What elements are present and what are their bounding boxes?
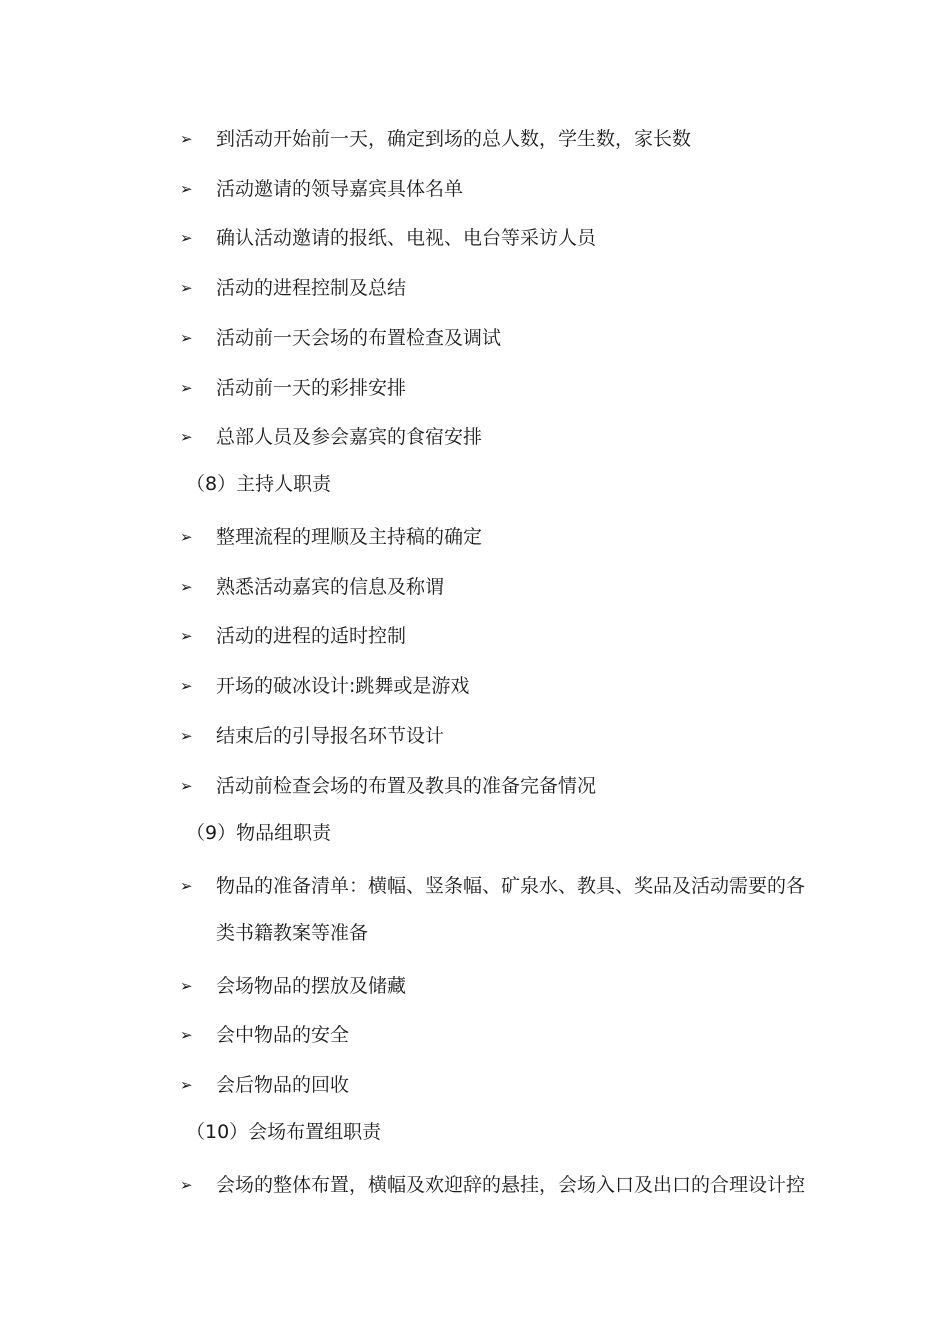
list-item-text: 整理流程的理顺及主持稿的确定 bbox=[216, 526, 483, 548]
list-item-text: 会中物品的安全 bbox=[216, 1024, 350, 1046]
list-item bbox=[180, 1072, 820, 1098]
list-item-text: 结束后的引导报名环节设计 bbox=[216, 725, 445, 747]
arrow-bullet-icon: ➢ bbox=[180, 777, 193, 795]
arrow-bullet-icon: ➢ bbox=[180, 727, 193, 745]
arrow-bullet-icon: ➢ bbox=[180, 1076, 193, 1094]
list-item-text: 会后物品的回收 bbox=[216, 1074, 350, 1096]
list-item bbox=[180, 375, 820, 401]
arrow-bullet-icon: ➢ bbox=[180, 329, 193, 347]
list-item bbox=[180, 623, 820, 649]
list-item bbox=[180, 773, 820, 799]
list-item bbox=[180, 176, 820, 202]
list-item bbox=[180, 225, 820, 251]
list-item bbox=[180, 1022, 820, 1048]
section-heading: （8）主持人职责 bbox=[186, 473, 332, 495]
list-item bbox=[180, 524, 820, 550]
arrow-bullet-icon: ➢ bbox=[180, 977, 193, 995]
list-item-text: 确认活动邀请的报纸、电视、电台等采访人员 bbox=[216, 227, 597, 249]
list-item bbox=[180, 1172, 820, 1198]
list-item-text: 活动的进程的适时控制 bbox=[216, 625, 407, 647]
arrow-bullet-icon: ➢ bbox=[180, 1026, 193, 1044]
list-item-text: 活动的进程控制及总结 bbox=[216, 277, 407, 299]
arrow-bullet-icon: ➢ bbox=[180, 180, 193, 198]
list-item bbox=[180, 723, 820, 749]
list-item bbox=[180, 126, 820, 152]
section-heading: （10）会场布置组职责 bbox=[186, 1121, 382, 1143]
arrow-bullet-icon: ➢ bbox=[180, 627, 193, 645]
list-item-text: 活动邀请的领导嘉宾具体名单 bbox=[216, 178, 464, 200]
list-item-text: 活动前检查会场的布置及教具的准备完备情况 bbox=[216, 775, 597, 797]
list-item bbox=[180, 673, 820, 699]
list-item-text: 物品的准备清单：横幅、竖条幅、矿泉水、教具、奖品及活动需要的各类书籍教案等准备 bbox=[216, 875, 806, 944]
list-item-text: 总部人员及参会嘉宾的食宿安排 bbox=[216, 426, 483, 448]
arrow-bullet-icon: ➢ bbox=[180, 379, 193, 397]
section-heading: （9）物品组职责 bbox=[186, 822, 332, 844]
arrow-bullet-icon: ➢ bbox=[180, 578, 193, 596]
list-item-text: 熟悉活动嘉宾的信息及称谓 bbox=[216, 576, 445, 598]
arrow-bullet-icon: ➢ bbox=[180, 877, 193, 895]
list-item bbox=[180, 574, 820, 600]
arrow-bullet-icon: ➢ bbox=[180, 428, 193, 446]
list-item bbox=[180, 424, 820, 450]
arrow-bullet-icon: ➢ bbox=[180, 528, 193, 546]
arrow-bullet-icon: ➢ bbox=[180, 229, 193, 247]
arrow-bullet-icon: ➢ bbox=[180, 279, 193, 297]
list-item-text: 会场的整体布置，横幅及欢迎辞的悬挂，会场入口及出口的合理设计控 bbox=[216, 1174, 806, 1196]
arrow-bullet-icon: ➢ bbox=[180, 677, 193, 695]
list-item bbox=[180, 275, 820, 301]
list-item bbox=[180, 973, 820, 999]
list-item-text: 活动前一天的彩排安排 bbox=[216, 377, 407, 399]
list-item bbox=[180, 325, 820, 351]
list-item-text: 到活动开始前一天，确定到场的总人数，学生数，家长数 bbox=[216, 128, 692, 150]
list-item-text: 活动前一天会场的布置检查及调试 bbox=[216, 327, 502, 349]
arrow-bullet-icon: ➢ bbox=[180, 130, 193, 148]
arrow-bullet-icon: ➢ bbox=[180, 1176, 193, 1194]
list-item bbox=[180, 873, 820, 957]
list-item-text: 会场物品的摆放及储藏 bbox=[216, 975, 407, 997]
list-item-text: 开场的破冰设计:跳舞或是游戏 bbox=[216, 675, 470, 697]
